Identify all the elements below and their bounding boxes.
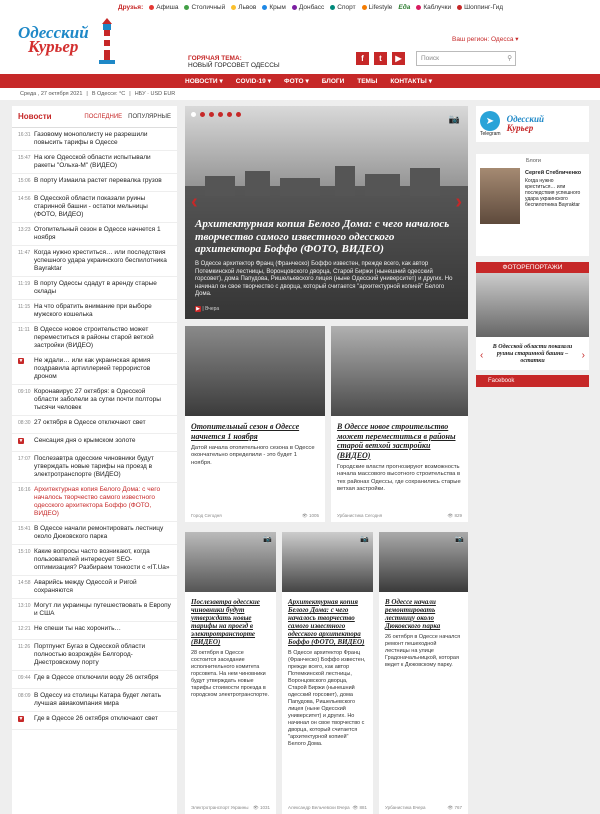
lighthouse-logo-icon bbox=[96, 16, 118, 66]
news-headline[interactable]: В Одесской области показали руины старинной башни - остатки мельницы (ФОТО, ВИДЕО) bbox=[34, 195, 148, 218]
list-item[interactable] bbox=[12, 192, 177, 223]
partner-link[interactable]: Lifestyle bbox=[362, 4, 393, 11]
photo-reports bbox=[476, 262, 589, 342]
facebook-icon[interactable]: f bbox=[356, 52, 369, 65]
photo-caption[interactable]: В Одесской области показали руины старинной башни – остатки bbox=[492, 344, 573, 364]
news-headline[interactable]: На юге Одесской области испытывали ракеты "Ольха-М" (ВИДЕО) bbox=[34, 154, 151, 169]
video-icon: ▼ bbox=[18, 438, 24, 444]
news-card[interactable] bbox=[379, 532, 468, 814]
news-headline[interactable]: Где в Одессе 26 октября отключают свет bbox=[34, 715, 158, 722]
news-time: 14:56 bbox=[18, 196, 31, 202]
partner-bar bbox=[0, 0, 600, 14]
news-time: 11:11 bbox=[18, 327, 30, 333]
card-photo bbox=[282, 532, 373, 592]
list-item[interactable] bbox=[12, 545, 177, 576]
list-item[interactable] bbox=[12, 151, 177, 174]
search-icon[interactable]: ⚲ bbox=[507, 55, 512, 62]
telegram-icon: ➤ bbox=[480, 111, 500, 131]
info-bar: Среда , 27 октября 2021 | В Одессе: °C | НБУ · USD EUR bbox=[0, 88, 600, 100]
youtube-icon[interactable]: ▶ bbox=[392, 52, 405, 65]
news-sidebar bbox=[12, 106, 177, 814]
news-headline[interactable]: Когда нужно креститься… или последствия успешного удара украинского беспилотника Bayraktar bbox=[34, 249, 167, 272]
featured-meta: ▶ | Вчера bbox=[196, 306, 220, 312]
avatar bbox=[480, 168, 520, 224]
news-list bbox=[12, 128, 177, 730]
news-time: 15:47 bbox=[18, 155, 31, 161]
list-item[interactable] bbox=[12, 323, 177, 354]
news-time bbox=[18, 357, 34, 381]
list-item[interactable] bbox=[12, 622, 177, 640]
news-time: 11:15 bbox=[18, 304, 31, 310]
right-sidebar bbox=[476, 106, 589, 142]
news-title: Новости bbox=[18, 112, 52, 121]
list-item[interactable] bbox=[12, 354, 177, 385]
news-time: 13:10 bbox=[18, 603, 31, 609]
next-arrow-icon[interactable]: › bbox=[581, 350, 585, 361]
partners-label: Друзья: bbox=[118, 3, 144, 11]
current-date: Среда , 27 октября 2021 bbox=[20, 91, 83, 97]
news-headline[interactable]: Какие вопросы часто возникают, когда пользователей интересует SEO-оптимизация? Разбираем тонкости с «IТ.Ua» bbox=[34, 548, 170, 571]
list-item[interactable] bbox=[12, 300, 177, 323]
news-time bbox=[18, 437, 34, 448]
video-icon: ▼ bbox=[18, 358, 24, 364]
card-photo bbox=[379, 532, 468, 592]
slider-dots[interactable] bbox=[191, 112, 241, 117]
list-item[interactable] bbox=[12, 483, 177, 522]
region-select[interactable]: Ваш регион: Одесса ▾ bbox=[452, 36, 519, 43]
photo-caption-box bbox=[476, 342, 589, 370]
news-headline[interactable]: Портпункт Бугаз в Одесской области полностью возрождён Белгород-Днестровскому порту bbox=[34, 643, 146, 666]
card-meta: Электротранспорт Украины 👁 1031 bbox=[191, 805, 270, 810]
nav-item-topics[interactable]: ТЕМЫ bbox=[357, 77, 378, 85]
news-time: 13:23 bbox=[18, 227, 31, 233]
news-time: 11:47 bbox=[18, 250, 31, 256]
nav-item-covid[interactable]: COVID-19 ▾ bbox=[235, 77, 272, 85]
partner-link[interactable]: Столичный bbox=[184, 4, 225, 11]
partner-link[interactable]: Донбасс bbox=[292, 4, 324, 11]
card-meta: Урбанистика Вчера 👁 767 bbox=[385, 805, 462, 810]
video-icon: ▼ bbox=[18, 716, 24, 722]
news-headline[interactable]: Коронавирус 27 октября: в Одесской области заболели за сутки почти полторы тысячи человек bbox=[34, 388, 161, 411]
news-time: 08:09 bbox=[18, 693, 31, 699]
news-headline[interactable]: Отопительный сезон в Одессе начнется 1 ноября bbox=[34, 226, 161, 241]
card-text: В Одессе архитектор Франц (Франческо) Боффо известен, прежде всего, как автор Потемкинской лестницы, Воронцовского дворца, Старой Биржи (нынешний одесский горсовет), дома Папудова, Ришельевского лицея (ныне Одесский университет) и других. Но начинал он свое творчество с дворца, который считается "архитектурной копией" Белого Дома. bbox=[288, 650, 366, 747]
list-item[interactable] bbox=[12, 246, 177, 277]
partner-link[interactable]: Каблучки bbox=[416, 4, 451, 11]
list-item[interactable] bbox=[12, 576, 177, 599]
card-text: Городские власти прогнозируют возможность начала массового высотного строительства в тех районах Одессы, где сохранились старые ветхая застройки. bbox=[337, 464, 461, 492]
news-time: 12:21 bbox=[18, 626, 31, 632]
partner-link[interactable]: Спорт bbox=[330, 4, 355, 11]
news-time: 15:10 bbox=[18, 549, 31, 555]
news-time: 11:26 bbox=[18, 644, 31, 650]
list-item[interactable] bbox=[12, 689, 177, 712]
card-text: Датой начала отопительного сезона в Одессе окончательно определили - это будет 1 ноября. bbox=[191, 445, 315, 466]
news-time: 16:31 bbox=[18, 132, 31, 138]
currency: НБУ · USD EUR bbox=[134, 91, 176, 97]
card-meta: Урбанистика Сегодня 👁 829 bbox=[337, 513, 462, 518]
prev-arrow-icon[interactable]: ‹ bbox=[480, 350, 484, 361]
news-time: 08:30 bbox=[18, 420, 31, 426]
news-time: 15:41 bbox=[18, 526, 31, 532]
card-title[interactable]: В Одессе новое строительство может переместиться в районы старой ветхой застройки (ВИДЕО) bbox=[337, 422, 456, 460]
partner-link[interactable]: Львов bbox=[231, 4, 256, 11]
next-arrow-icon[interactable]: › bbox=[455, 191, 462, 213]
hot-topic[interactable]: ГОРЯЧАЯ ТЕМА: НОВЫЙ ГОРСОВЕТ ОДЕССЫ bbox=[188, 55, 280, 69]
prev-arrow-icon[interactable]: ‹ bbox=[191, 191, 198, 213]
twitter-icon[interactable]: t bbox=[374, 52, 387, 65]
featured-slider[interactable] bbox=[185, 106, 468, 319]
card-text: 26 октября в Одессе начался ремонт пешеходной лестницы на улице Градоначальницкой, которая ведет к Дюковскому парку. bbox=[385, 634, 461, 668]
list-item[interactable] bbox=[12, 174, 177, 192]
nav-item-news[interactable]: НОВОСТИ ▾ bbox=[185, 77, 223, 85]
news-time: 15:06 bbox=[18, 178, 31, 184]
tab-latest[interactable]: ПОСЛЕДНИЕ bbox=[84, 113, 123, 120]
list-item[interactable] bbox=[12, 434, 177, 452]
news-headline[interactable]: Газовому монополисту не разрешили повысить тарифы в Одессе bbox=[34, 131, 148, 146]
news-headline[interactable]: В Одессу из столицы Катара будет летать лучшая авиакомпания мира bbox=[34, 692, 162, 707]
nav-item-contacts[interactable]: КОНТАКТЫ ▾ bbox=[390, 77, 433, 85]
blog-widget[interactable] bbox=[476, 154, 589, 256]
news-card[interactable] bbox=[185, 532, 276, 814]
tab-popular[interactable]: ПОПУЛЯРНЫЕ bbox=[128, 113, 171, 120]
card-meta: Город Сегодня 👁 1005 bbox=[191, 513, 319, 518]
camera-icon: 📷 bbox=[455, 536, 464, 543]
card-photo bbox=[185, 326, 325, 416]
views-icon: 👁 1005 bbox=[302, 513, 319, 518]
news-time: 16:16 bbox=[18, 487, 31, 493]
camera-icon: 📷 bbox=[360, 536, 369, 543]
news-card[interactable] bbox=[331, 326, 468, 522]
nav-item-blogs[interactable]: БЛОГИ bbox=[321, 77, 345, 85]
main-nav bbox=[0, 74, 600, 88]
news-headline[interactable]: Архитектурная копия Белого Дома: с чего началось творчество самого известного одесского архитектора Боффо (ФОТО, ВИДЕО) bbox=[34, 486, 161, 517]
card-photo bbox=[185, 532, 276, 592]
news-headline[interactable]: Не спеши ты нас хоронить… bbox=[34, 625, 121, 632]
blog-text[interactable]: Когда нужно креститься… или последствия успешного удара украинского беспилотника Bayraktar bbox=[525, 178, 581, 208]
blog-author[interactable]: Сергей Стебличенко bbox=[525, 170, 582, 176]
news-headline[interactable]: Не ждали… или как украинская армия поздравила артиллерией террористов дроном bbox=[34, 357, 151, 380]
list-item[interactable] bbox=[12, 385, 177, 416]
news-card[interactable] bbox=[185, 326, 325, 522]
featured-title[interactable]: Архитектурная копия Белого Дома: с чего началось творчество самого известного одесского архитектора Боффо (ФОТО, ВИДЕО) bbox=[195, 218, 450, 255]
news-headline[interactable]: Могут ли украинцы путешествовать в Европу и США bbox=[34, 602, 171, 617]
featured-desc: В Одессе архитектор Франц (Франческо) Боффо известен, прежде всего, как автор Потемкинской лестницы, Воронцовского дворца, Старой Биржи (нынешний одесский горсовет), дома Папудова, Ришельевского лицея (ныне Одесский университет) и других. Но начинал он свое творчество с дворца, который считается "архитектурной копией" Белого Дома. bbox=[195, 261, 453, 297]
news-time: 09:44 bbox=[18, 675, 31, 681]
news-headline[interactable]: Сенсация дня о крымском золоте bbox=[34, 437, 136, 444]
list-item[interactable] bbox=[12, 522, 177, 545]
card-photo bbox=[331, 326, 468, 416]
list-item[interactable] bbox=[12, 223, 177, 246]
report-photo[interactable] bbox=[476, 273, 589, 337]
news-headline[interactable]: В Одессе новое строительство может переместиться в районы старой ветхой застройки (ВИДЕО) bbox=[34, 326, 154, 349]
site-header bbox=[0, 14, 600, 74]
card-title[interactable]: В Одессе начали ремонтировать лестницу около Дюковского парка bbox=[385, 598, 441, 630]
partner-link[interactable]: Крым bbox=[262, 4, 286, 11]
card-title[interactable]: Архитектурная копия Белого Дома: с чего началось творчество самого известного одесского архитектора Боффо (ФОТО, ВИДЕО) bbox=[288, 598, 365, 646]
site-logo[interactable]: Одесский Курьер bbox=[18, 23, 89, 56]
video-icon: ▶ bbox=[196, 306, 200, 312]
news-time: 17:07 bbox=[18, 456, 31, 462]
news-headline[interactable]: Аварийсь между Одессой и Ригой сохраняются bbox=[34, 579, 137, 594]
partner-link[interactable]: Шоппинг-Гид bbox=[457, 4, 503, 11]
search-input[interactable]: Поиск ⚲ bbox=[416, 51, 516, 66]
nav-item-photo[interactable]: ФОТО ▾ bbox=[284, 77, 309, 85]
news-headline[interactable]: 27 октября в Одессе отключают свет bbox=[34, 419, 146, 426]
camera-icon: 📷 bbox=[263, 536, 272, 543]
news-headline[interactable]: Послезавтра одесские чиновники будут утверждать новые тарифы на проезд в электротранспорте (ВИДЕО) bbox=[34, 455, 154, 478]
list-item[interactable] bbox=[12, 712, 177, 730]
card-title[interactable]: Отопительный сезон в Одессе начнется 1 ноября bbox=[191, 422, 300, 441]
facebook-widget[interactable]: Facebook bbox=[476, 375, 589, 387]
card-meta: Александр Вельчевски Вчера 👁 881 bbox=[288, 805, 367, 810]
news-headline[interactable]: В Одессе начали ремонтировать лестницу около Дюковского парка bbox=[34, 525, 164, 540]
news-time: 09:10 bbox=[18, 389, 31, 395]
list-item[interactable] bbox=[12, 452, 177, 483]
card-text: 28 октября в Одессе состоится заседание исполнительного комитета горсовета. На нем чиновники будут утверждать новые тарифы стоимости проезда в городском электротранспорте. bbox=[191, 650, 270, 698]
photo-reports-label: ФОТОРЕПОРТАЖИ bbox=[476, 262, 589, 273]
telegram-banner[interactable]: ➤ Telegram Одесский Курьер bbox=[476, 106, 589, 142]
news-card[interactable] bbox=[282, 532, 373, 814]
partner-link[interactable]: Еда bbox=[398, 3, 411, 11]
list-item[interactable] bbox=[12, 128, 177, 151]
news-headline[interactable]: Где в Одессе отключили воду 26 октября bbox=[34, 674, 159, 681]
news-time: 11:19 bbox=[18, 281, 31, 287]
list-item[interactable] bbox=[12, 416, 177, 434]
news-time: 14:58 bbox=[18, 580, 31, 586]
list-item[interactable] bbox=[12, 599, 177, 622]
list-item[interactable] bbox=[12, 671, 177, 689]
camera-icon: 📷 bbox=[448, 114, 460, 124]
news-headline[interactable]: В порту Одессы сдадут в аренду старые склады bbox=[34, 280, 157, 295]
list-item[interactable] bbox=[12, 640, 177, 671]
social-links bbox=[356, 52, 405, 65]
news-time bbox=[18, 715, 34, 726]
news-headline[interactable]: В порту Измаила растет перевалка грузов bbox=[34, 177, 162, 184]
news-headline[interactable]: На что обратить внимание при выборе мужского кошелька bbox=[34, 303, 152, 318]
blog-label: Блоги bbox=[526, 158, 541, 164]
views-icon: 👁 829 bbox=[447, 513, 462, 518]
partner-link[interactable]: Афиша bbox=[149, 4, 178, 11]
card-title[interactable]: Послезавтра одесские чиновники будут утверждать новые тарифы на проезд в электротранспорте (ВИДЕО) bbox=[191, 598, 260, 646]
weather: В Одессе: °C bbox=[91, 91, 126, 97]
list-item[interactable] bbox=[12, 277, 177, 300]
